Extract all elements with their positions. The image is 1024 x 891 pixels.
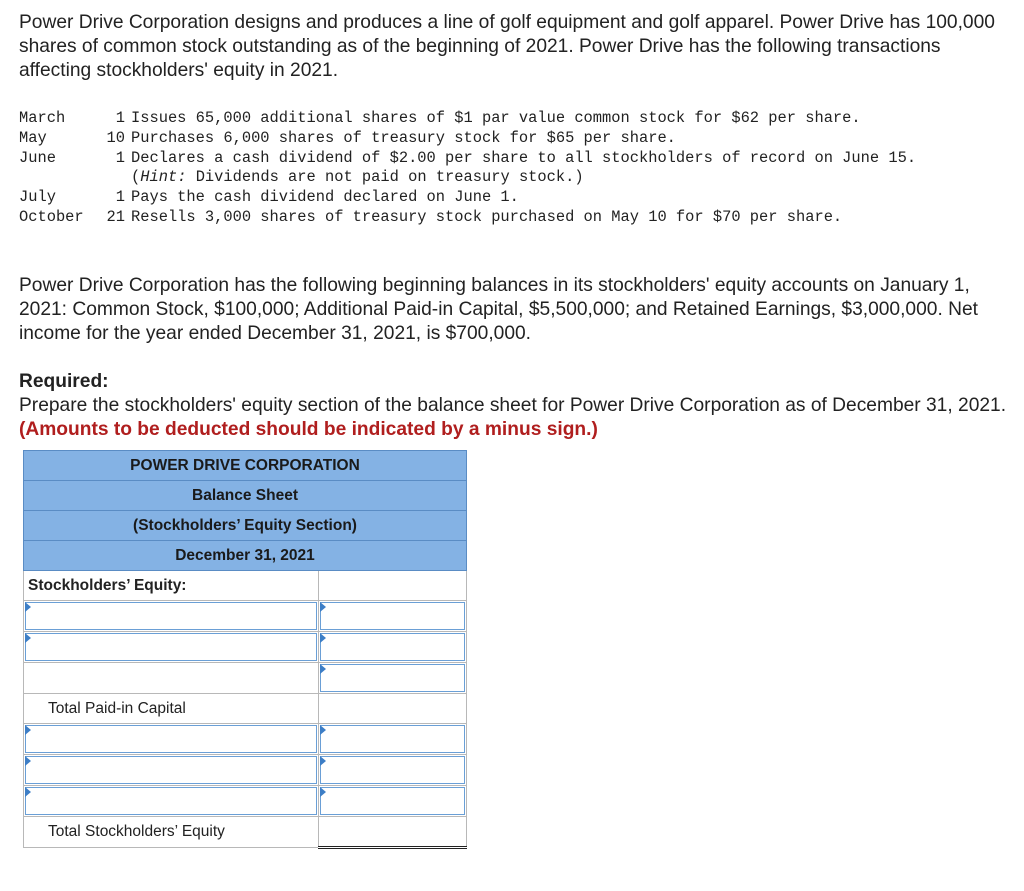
total-equity-amount (318, 817, 466, 848)
tx-month: June (19, 148, 56, 167)
tx-day: 1 (115, 188, 125, 207)
tx-day: 1 (115, 148, 125, 167)
bs-section: (Stockholders’ Equity Section) (24, 511, 467, 541)
tx-text: Purchases 6,000 shares of treasury stock for $65 per share. (131, 128, 676, 147)
total-paid-in-label: Total Paid-in Capital (24, 694, 319, 724)
amount-cell[interactable] (320, 725, 465, 753)
entry-row (24, 601, 467, 632)
required-block (19, 370, 1009, 442)
bs-company: POWER DRIVE CORPORATION (24, 451, 467, 481)
transaction-row (19, 129, 916, 149)
amount-input[interactable] (321, 757, 464, 783)
transaction-row (19, 188, 916, 208)
amount-cell[interactable] (320, 602, 465, 630)
tx-month: July (19, 188, 56, 207)
amount-cell[interactable] (320, 664, 465, 692)
hint-open-paren: ( (131, 168, 141, 187)
intro-paragraph: Power Drive Corporation designs and produces a line of golf equipment and golf apparel. Power Drive has 100,000 shares of common stock outstanding as of the beginning of 2021. Power Drive has the following transactions affecting stockholders' equity in 2021. (19, 12, 995, 81)
transaction-row (19, 208, 916, 228)
tx-day: 10 (106, 128, 125, 147)
account-select[interactable] (25, 756, 317, 784)
amount-cell[interactable] (320, 787, 465, 815)
account-select[interactable] (25, 602, 317, 630)
tx-day: 21 (106, 207, 125, 226)
transaction-row (19, 109, 916, 129)
equity-label: Stockholders’ Equity: (24, 571, 319, 601)
bs-date: December 31, 2021 (24, 541, 467, 571)
amount-input[interactable] (321, 788, 464, 814)
tx-hint (131, 168, 916, 188)
balances-paragraph: Power Drive Corporation has the following beginning balances in its stockholders' equity accounts on January 1, 2021: Common Stock, $100,000; Additional Paid-in Capital, $5,500,000; and Retained Earnings, $3,000,000. Net income for the year ended December 31, 2021, is $700,000. (19, 275, 978, 344)
required-text: Prepare the stockholders' equity section of the balance sheet for Power Drive Corporation as of December 31, 2021. (19, 395, 1007, 416)
tx-month: October (19, 207, 84, 226)
tx-text: Issues 65,000 additional shares of $1 par value common stock for $62 per share. (131, 109, 861, 127)
tx-month: May (19, 128, 47, 147)
account-select[interactable] (25, 787, 317, 815)
entry-row (24, 663, 467, 694)
tx-day: 1 (115, 109, 125, 127)
entry-row (24, 724, 467, 755)
entry-row (24, 632, 467, 663)
account-input[interactable] (26, 634, 316, 660)
transaction-row (19, 149, 916, 169)
tx-month: March (19, 109, 66, 127)
transaction-hint-row (19, 168, 916, 188)
hint-text: Dividends are not paid on treasury stock.) (195, 168, 584, 187)
total-paid-in-amount (318, 694, 466, 724)
tx-text: Pays the cash dividend declared on June 1. (131, 188, 519, 207)
amount-input[interactable] (321, 634, 464, 660)
account-select[interactable] (25, 633, 317, 661)
account-input[interactable] (26, 788, 316, 814)
entry-row (24, 755, 467, 786)
total-equity-label: Total Stockholders’ Equity (24, 817, 319, 848)
amount-input[interactable] (321, 665, 464, 691)
hint-label: Hint: (140, 168, 187, 187)
required-label: Required: (19, 371, 109, 392)
bs-statement: Balance Sheet (24, 481, 467, 511)
transactions-list (19, 109, 916, 228)
balance-sheet-table (23, 450, 467, 849)
account-select[interactable] (25, 725, 317, 753)
amount-input[interactable] (321, 603, 464, 629)
required-note: (Amounts to be deducted should be indicated by a minus sign.) (19, 419, 598, 440)
account-input[interactable] (26, 757, 316, 783)
equity-label-amount (318, 571, 466, 601)
amount-input[interactable] (321, 726, 464, 752)
empty-label-cell (24, 663, 319, 694)
amount-cell[interactable] (320, 633, 465, 661)
account-input[interactable] (26, 603, 316, 629)
entry-row (24, 786, 467, 817)
account-input[interactable] (26, 726, 316, 752)
tx-text: Declares a cash dividend of $2.00 per share to all stockholders of record on June 15. (131, 148, 917, 167)
tx-text: Resells 3,000 shares of treasury stock purchased on May 10 for $70 per share. (131, 207, 843, 226)
amount-cell[interactable] (320, 756, 465, 784)
